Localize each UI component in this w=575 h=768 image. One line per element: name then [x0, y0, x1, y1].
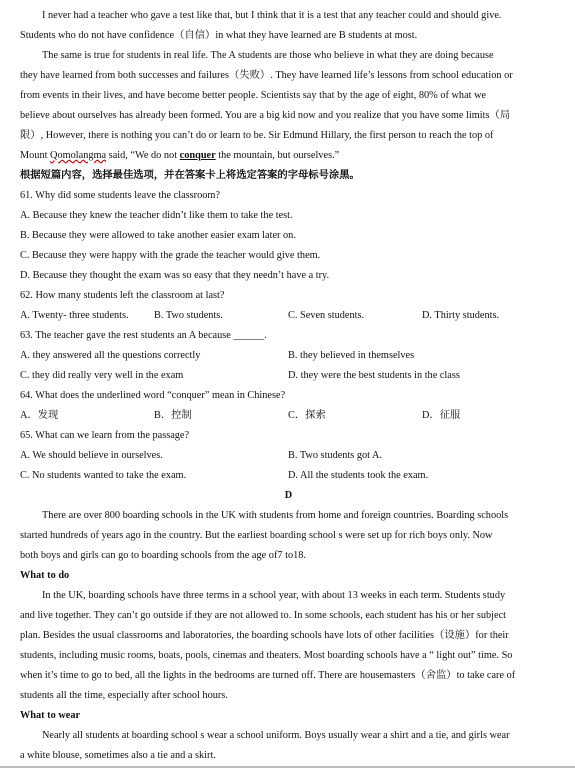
- answer-option: A. Because they knew the teacher didn’t like them to take the test.: [20, 210, 293, 221]
- answer-option: B. Because they were allowed to take another easier exam later on.: [20, 230, 296, 241]
- passage-line: 限）, However, there is nothing you can’t do or learn to be. Sir Edmund Hillary, the first person to reach the top of: [20, 130, 494, 141]
- answer-option: C. they did really very well in the exam: [20, 370, 184, 381]
- answer-option: D. All the students took the exam.: [288, 470, 429, 481]
- passage-line: Students who do not have confidence（自信）in what they have learned are B students at most.: [20, 30, 418, 41]
- passage-line: when it’s time to go to bed, all the lights in the bedrooms are turned off. There are housemasters（舍监）to take care of: [20, 670, 516, 681]
- passage-line: they have learned from both successes and failures（失败）. They have learned life’s lessons from school education or: [20, 70, 513, 81]
- passage-line: plan. Besides the usual classrooms and laboratories, the boarding schools have lots of other facilities（设施）for their: [20, 630, 509, 641]
- answer-option: C．探索: [288, 410, 326, 421]
- answer-option: D. Because they thought the exam was so easy that they needn’t have a try.: [20, 270, 330, 281]
- subheading: What to do: [20, 570, 70, 581]
- question-stem: 64. What does the underlined word “conquer” mean in Chinese?: [20, 390, 286, 401]
- answer-option: B．控制: [154, 410, 192, 421]
- quote-prefix: Mount: [20, 150, 51, 161]
- option-row: [20, 366, 557, 386]
- underlined-word: conquer: [179, 150, 216, 161]
- answer-option: A．发现: [20, 410, 59, 421]
- passage-line: believe about ourselves has already been formed. You are a big kid now and you realize that you have some limits（局: [20, 110, 511, 121]
- answer-option: C. Seven students.: [288, 310, 365, 321]
- passage-line: Nearly all students at boarding school s wear a school uniform. Boys usually wear a shirt and a tie, and girls wear: [42, 730, 510, 741]
- question-stem: 61. Why did some students leave the classroom?: [20, 190, 220, 201]
- passage-line-quote: [20, 146, 557, 166]
- option-row: [20, 466, 557, 486]
- section-heading: D: [284, 490, 293, 501]
- option-row: [20, 406, 557, 426]
- quote-suffix: the mountain, but ourselves.”: [215, 150, 340, 161]
- passage-line: a white blouse, sometimes also a tie and a skirt.: [20, 750, 216, 761]
- answer-option: A. they answered all the questions correctly: [20, 350, 201, 361]
- option-row: [20, 446, 557, 466]
- passage-line: I never had a teacher who gave a test like that, but I think that it is a test that any teacher could and should give.: [42, 10, 502, 21]
- question-stem: 62. How many students left the classroom at last?: [20, 290, 225, 301]
- subheading: What to wear: [20, 710, 81, 721]
- option-row: [20, 346, 557, 366]
- answer-option: A. Twenty- three students.: [20, 310, 129, 321]
- passage-line: The same is true for students in real life. The A students are those who believe in what they are doing because: [42, 50, 494, 61]
- answer-option: B. Two students.: [154, 310, 223, 321]
- question-stem: 63. The teacher gave the rest students an A because ______.: [20, 330, 267, 341]
- question-stem: 65. What can we learn from the passage?: [20, 430, 190, 441]
- answer-option: B. Two students got A.: [288, 450, 383, 461]
- answer-option: C. Because they were happy with the grade the teacher would give them.: [20, 250, 321, 261]
- passage-line: students, including music rooms, boats, pools, cinemas and theaters. Most boarding schools have a “ light out” time. So: [20, 650, 513, 661]
- spellcheck-word: Qomolangma: [50, 150, 107, 161]
- answer-option: D. they were the best students in the class: [288, 370, 460, 381]
- passage-line: and live together. They can’t go outside if they are not allowed to. In some schools, each student has his or her subject: [20, 610, 507, 621]
- answer-option: D．征服: [422, 410, 461, 421]
- passage-line: There are over 800 boarding schools in the UK with students from home and foreign countries. Boarding schools: [42, 510, 509, 521]
- option-row: [20, 306, 557, 326]
- answer-option: C. No students wanted to take the exam.: [20, 470, 187, 481]
- instruction: 根据短篇内容，选择最佳选项，并在答案卡上将选定答案的字母标号涂黑。: [20, 170, 360, 181]
- answer-option: D. Thirty students.: [422, 310, 500, 321]
- passage-line: from events in their lives, and have become better people. Scientists say that by the age of eight, 80% of what we: [20, 90, 487, 101]
- passage-line: both boys and girls can go to boarding schools from the age of7 to18.: [20, 550, 306, 561]
- passage-line: started hundreds of years ago in the country. But the earliest boarding school s were set up for rich boys only. Now: [20, 530, 493, 541]
- passage-line: students all the time, especially after school hours.: [20, 690, 228, 701]
- answer-option: B. they believed in themselves: [288, 350, 415, 361]
- passage-line: In the UK, boarding schools have three terms in a school year, with about 13 weeks in each term. Students study: [42, 590, 506, 601]
- answer-option: A. We should believe in ourselves.: [20, 450, 163, 461]
- quote-middle: said, “We do not: [106, 150, 180, 161]
